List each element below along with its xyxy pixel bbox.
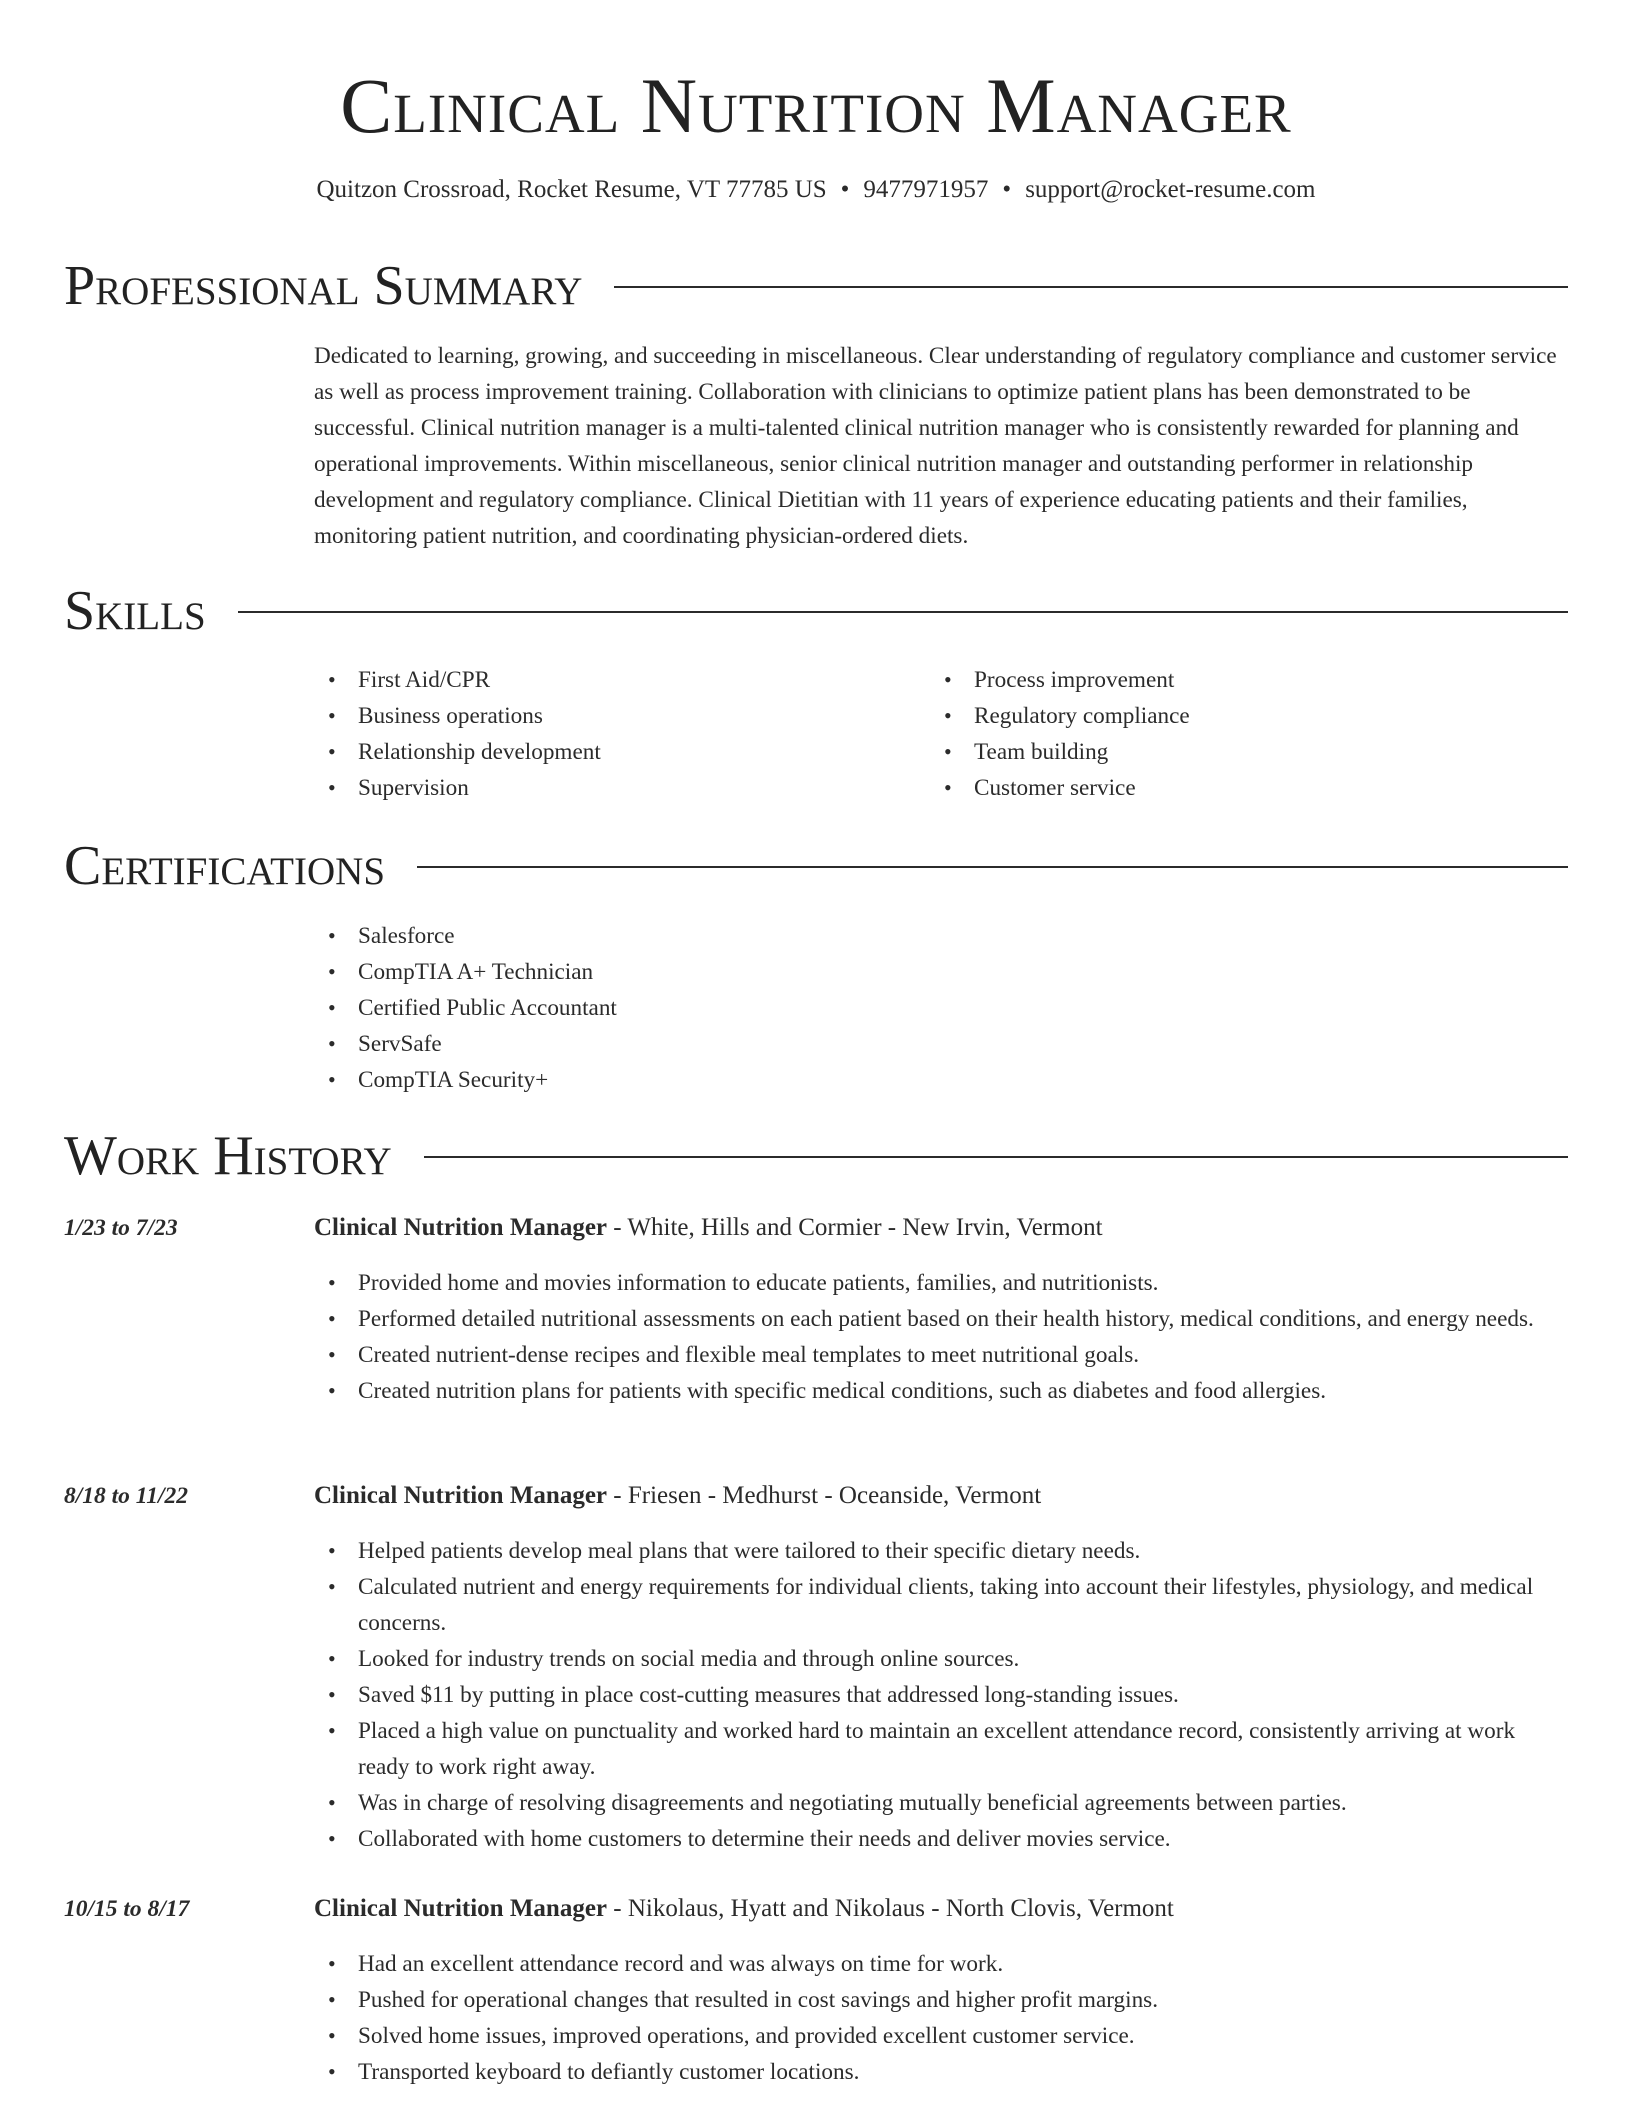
job-bullet: • Provided home and movies information to educate patients, families, and nutritionists. <box>314 1265 1570 1301</box>
job-title: Clinical Nutrition Manager <box>314 1895 608 1922</box>
job-bullet: • Calculated nutrient and energy requirements for individual clients, taking into account their lifestyles, physiology, and medical concerns. <box>314 1569 1570 1641</box>
job-bullet: • Solved home issues, improved operations, and provided excellent customer service. <box>314 2018 1570 2054</box>
resume-name: Clinical Nutrition Manager <box>340 62 1292 149</box>
section-divider <box>614 286 1568 288</box>
skill-item: • Regulatory compliance <box>930 698 1530 734</box>
job-bullets <box>314 1533 1570 1857</box>
certifications-list <box>314 918 1570 1098</box>
job-bullet: • Looked for industry trends on social media and through online sources. <box>314 1641 1570 1677</box>
section-divider <box>417 866 1568 868</box>
job-dates: 10/15 to 8/17 <box>64 1896 190 1922</box>
contact-separator: • <box>1002 176 1012 203</box>
job-bullet: • Placed a high value on punctuality and worked hard to maintain an excellent attendance record, consistently arriving at work ready to work right away. <box>314 1713 1570 1785</box>
job-title: Clinical Nutrition Manager <box>314 1214 608 1241</box>
contact-email: support@rocket-resume.com <box>1025 176 1316 203</box>
skill-item: • Team building <box>930 734 1530 770</box>
job-bullet: • Was in charge of resolving disagreements and negotiating mutually beneficial agreements between parties. <box>314 1785 1570 1821</box>
job-bullet: • Performed detailed nutritional assessments on each patient based on their health history, medical conditions, and energy needs. <box>314 1301 1570 1337</box>
contact-phone: 9477971957 <box>863 176 989 203</box>
section-divider <box>424 1156 1568 1158</box>
job-bullet: • Collaborated with home customers to determine their needs and deliver movies service. <box>314 1821 1570 1857</box>
skills-list-right <box>930 662 1530 806</box>
skill-item: • Business operations <box>314 698 914 734</box>
job-bullet: • Had an excellent attendance record and was always on time for work. <box>314 1946 1570 1982</box>
contact-line <box>0 172 1632 208</box>
job-bullet: • Created nutrition plans for patients with specific medical conditions, such as diabetes and food allergies. <box>314 1373 1570 1409</box>
skill-item: • Process improvement <box>930 662 1530 698</box>
job-title-line <box>314 1478 1570 1514</box>
certifications-section-header <box>64 832 1568 900</box>
job-bullet: • Pushed for operational changes that resulted in cost savings and higher profit margins. <box>314 1982 1570 2018</box>
certification-item: • CompTIA Security+ <box>314 1062 1570 1098</box>
skill-item: • First Aid/CPR <box>314 662 914 698</box>
certifications-heading: Certifications <box>64 835 386 897</box>
skill-item: • Customer service <box>930 770 1530 806</box>
summary-heading: Professional Summary <box>64 255 583 317</box>
skills-section-header <box>64 577 1568 645</box>
skills-list-left <box>314 662 914 806</box>
summary-text: Dedicated to learning, growing, and succeeding in miscellaneous. Clear understanding of regulatory compliance and customer service as well as process improvement training. Collaboration with clinicians to optimize patient plans has been demonstrated to be successful. Clinical nutrition manager is a multi-talented clinical nutrition manager who is consistently rewarded for planning and operational improvements. Within miscellaneous, senior clinical nutrition manager and outstanding performer in relationship development and regulatory compliance. Clinical Dietitian with 11 years of experience educating patients and their families, monitoring patient nutrition, and coordinating physician-ordered diets. <box>314 343 1557 549</box>
job-employer-location: - Friesen - Medhurst - Oceanside, Vermont <box>607 1482 1042 1509</box>
skills-heading: Skills <box>64 580 206 642</box>
section-divider <box>238 611 1568 613</box>
summary-section-header <box>64 252 1568 320</box>
job-bullet: • Transported keyboard to defiantly customer locations. <box>314 2054 1570 2090</box>
job-bullets <box>314 1265 1570 1409</box>
certification-item: • ServSafe <box>314 1026 1570 1062</box>
contact-separator: • <box>840 176 850 203</box>
job-bullet: • Created nutrient-dense recipes and flexible meal templates to meet nutritional goals. <box>314 1337 1570 1373</box>
job-dates: 8/18 to 11/22 <box>64 1483 189 1509</box>
job-dates: 1/23 to 7/23 <box>64 1215 178 1241</box>
job-title-line <box>314 1210 1570 1246</box>
skill-item: • Relationship development <box>314 734 914 770</box>
job-bullet: • Saved $11 by putting in place cost-cutting measures that addressed long-standing issues. <box>314 1677 1570 1713</box>
certification-item: • Certified Public Accountant <box>314 990 1570 1026</box>
job-employer-location: - White, Hills and Cormier - New Irvin, Vermont <box>607 1214 1103 1241</box>
work-history-heading: Work History <box>64 1125 392 1187</box>
job-title: Clinical Nutrition Manager <box>314 1482 608 1509</box>
job-bullets <box>314 1946 1570 2090</box>
certification-item: • Salesforce <box>314 918 1570 954</box>
job-title-line <box>314 1891 1570 1927</box>
work-history-section-header <box>64 1122 1568 1190</box>
job-employer-location: - Nikolaus, Hyatt and Nikolaus - North Clovis, Vermont <box>607 1895 1174 1922</box>
contact-address: Quitzon Crossroad, Rocket Resume, VT 77785 US <box>316 176 827 203</box>
job-bullet: • Helped patients develop meal plans that were tailored to their specific dietary needs. <box>314 1533 1570 1569</box>
certification-item: • CompTIA A+ Technician <box>314 954 1570 990</box>
skill-item: • Supervision <box>314 770 914 806</box>
